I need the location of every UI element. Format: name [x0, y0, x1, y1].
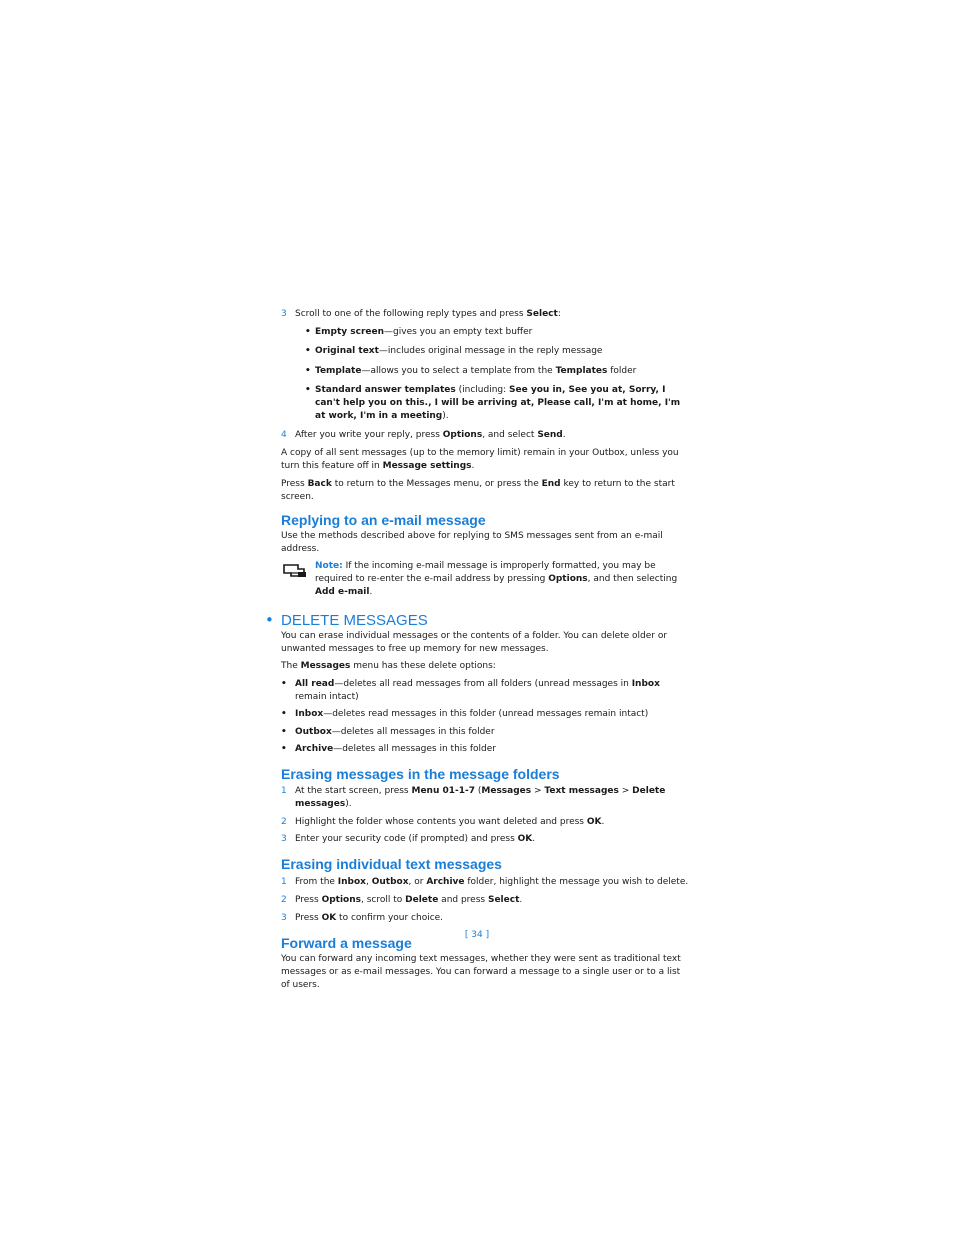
bullet: •: [305, 346, 311, 356]
section-heading-folders: Erasing messages in the message folders: [281, 766, 560, 782]
delete-paragraph: You can erase individual messages or the contents of a folder. You can delete older or unwanted messages to free up memory for new messages.: [281, 631, 668, 654]
list-item: • Template—allows you to select a template from the Templates folder: [305, 366, 637, 376]
note-hand-icon: [281, 560, 315, 599]
step-item: 3 Press OK to confirm your choice.: [281, 913, 444, 923]
bullet: •: [281, 709, 287, 719]
email-paragraph: Use the methods described above for replying to SMS messages sent from an e-mail address.: [281, 531, 663, 554]
step-item: 3 Enter your security code (if prompted) and press OK.: [281, 834, 536, 844]
folders-steps: [281, 785, 691, 846]
copy-paragraph: A copy of all sent messages (up to the memory limit) remain in your Outbox, unless you turn this feature off in Message settings.: [281, 448, 679, 471]
page-content: [265, 308, 691, 992]
page-number: [ 34 ]: [464, 930, 490, 940]
step-item: 1 From the Inbox, Outbox, or Archive folder, highlight the message you wish to delete.: [281, 877, 689, 887]
forward-paragraph: You can forward any incoming text messages, whether they were sent as traditional text messages or as e-mail messages. You can forward a message to a single user or to a list of users.: [281, 954, 681, 990]
menu-paragraph: The Messages menu has these delete options:: [281, 661, 496, 671]
list-item: • Empty screen—gives you an empty text buffer: [305, 327, 533, 337]
step-item: 2 Press Options, scroll to Delete and press Select.: [281, 895, 523, 905]
step-number: 3: [281, 309, 287, 319]
step-4: 4 After you write your reply, press Options, and select Send.: [281, 430, 566, 440]
list-item: • Original text—includes original message in the reply message: [305, 346, 603, 356]
list-item: • Archive—deletes all messages in this folder: [281, 744, 496, 754]
list-item: • Outbox—deletes all messages in this folder: [281, 727, 495, 737]
section-heading-delete: DELETE MESSAGES: [281, 612, 428, 629]
delete-options-list: [281, 678, 691, 756]
list-item: • Inbox—deletes read messages in this folder (unread messages remain intact): [281, 709, 649, 719]
note-label: Note:: [315, 561, 343, 571]
section-heading-email: Replying to an e-mail message: [281, 512, 486, 528]
section-heading-delete-wrap: [265, 611, 691, 629]
step-number: 4: [281, 430, 287, 440]
reply-types-list: [305, 326, 691, 423]
bullet: •: [305, 327, 311, 337]
bullet: •: [281, 744, 287, 754]
step-item: 2 Highlight the folder whose contents you want deleted and press OK.: [281, 817, 605, 827]
list-item: • Standard answer templates (including: See you in, See you at, Sorry, I can't help you on this., I will be arriving at, Please call, I'm at home, I'm at work, I'm in a meeting).: [305, 385, 681, 421]
heading-bullet: •: [265, 611, 274, 629]
individual-steps: [281, 876, 691, 925]
back-paragraph: Press Back to return to the Messages menu, or press the End key to return to the start screen.: [281, 479, 675, 502]
note-box: Note: If the incoming e-mail message is improperly formatted, you may be required to re-enter the e-mail address by pressing Options, and then selecting Add e-mail.: [281, 560, 691, 599]
section-heading-forward: Forward a message: [281, 935, 412, 951]
bullet: •: [305, 366, 311, 376]
bullet: •: [281, 679, 287, 689]
bullet: •: [281, 727, 287, 737]
list-item: • All read—deletes all read messages from all folders (unread messages in Inbox remain intact): [281, 679, 660, 702]
bullet: •: [305, 385, 311, 395]
section-heading-individual: Erasing individual text messages: [281, 856, 502, 872]
step-3: 3 Scroll to one of the following reply types and press Select:: [281, 309, 561, 319]
step-item: 1 At the start screen, press Menu 01-1-7 (Messages > Text messages > Delete messages).: [281, 786, 666, 809]
